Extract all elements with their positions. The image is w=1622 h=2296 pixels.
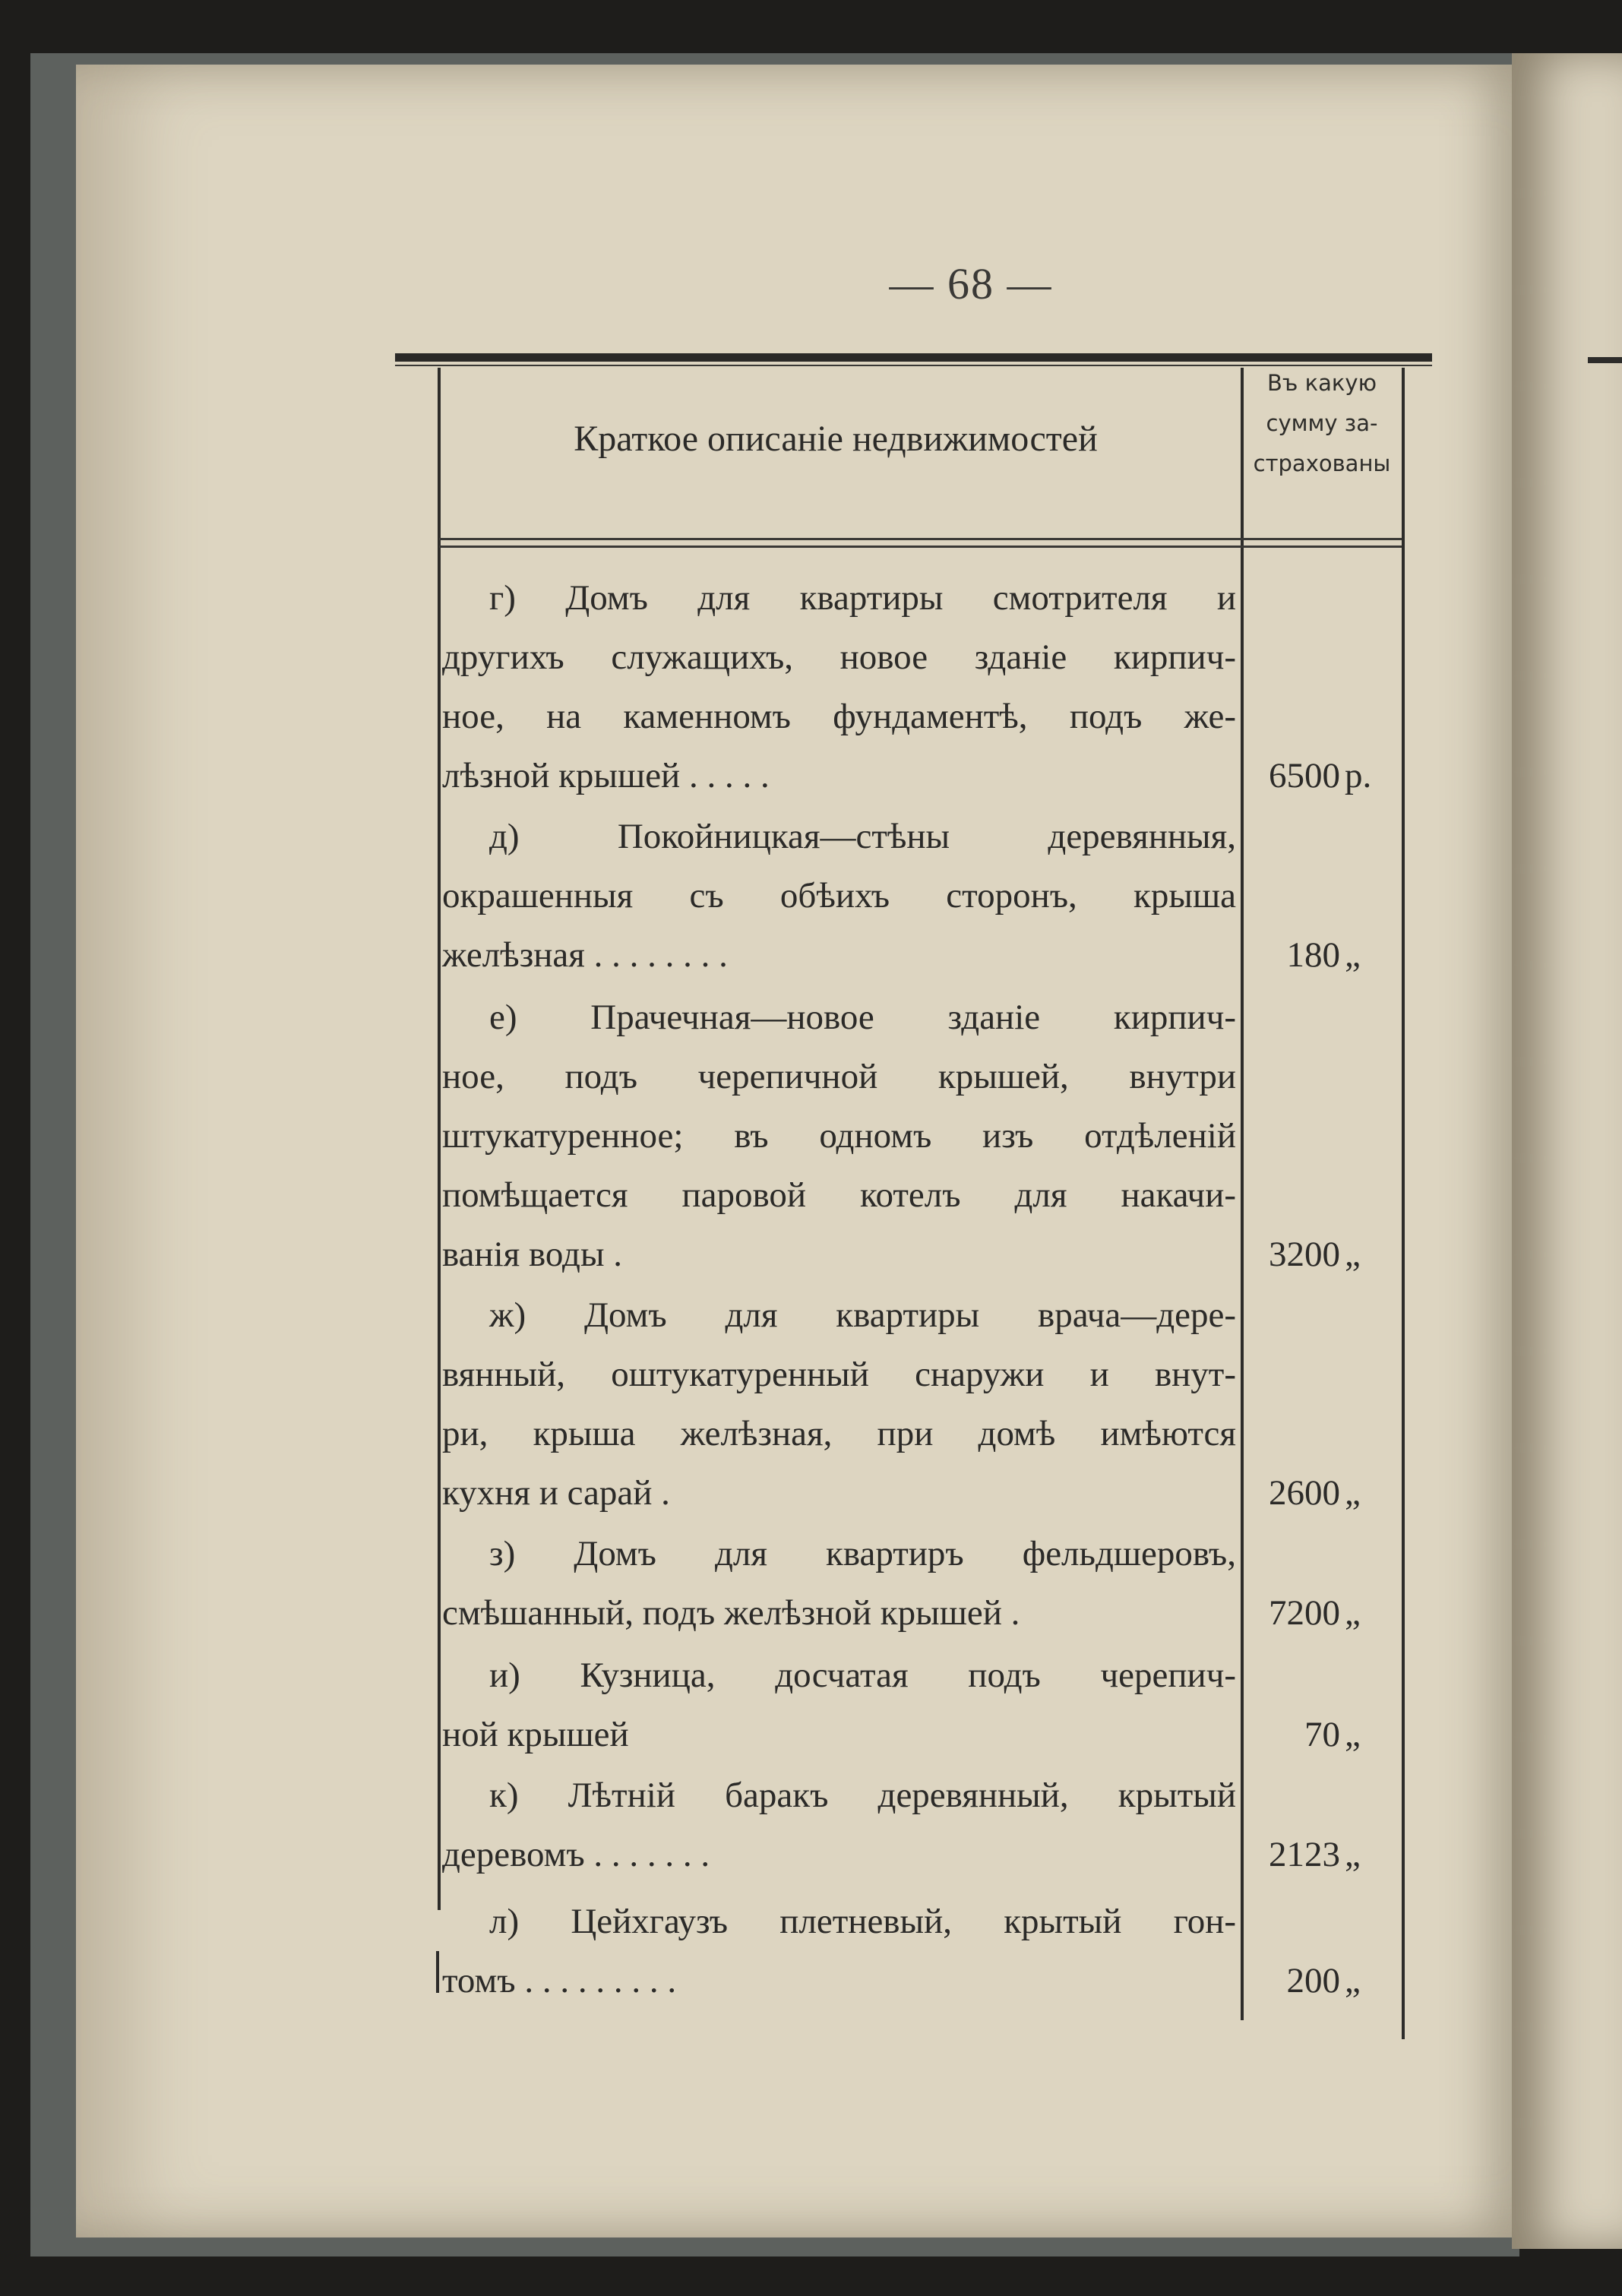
amount-unit: „ xyxy=(1345,1961,1361,2000)
table-left-border-lower xyxy=(436,1951,439,1993)
entry-line: ной крышей xyxy=(442,1715,629,1754)
amount-unit: „ xyxy=(1345,1835,1361,1874)
entry-amount xyxy=(1246,925,1383,985)
header-amount-line-1: Въ какую xyxy=(1267,370,1377,396)
entry-line: другихъ служащихъ, новое зданіе кирпич- xyxy=(442,637,1236,677)
table-left-border xyxy=(438,368,441,1910)
table-right-border xyxy=(1402,368,1405,2039)
entry-amount xyxy=(1246,1583,1383,1643)
entry-amount xyxy=(1246,746,1383,805)
entry-line: штукатуренное; въ одномъ изъ отдѣленій xyxy=(442,1116,1236,1156)
entry-line: кухня и сарай . xyxy=(442,1473,670,1513)
entry-line: лѣзной крышей . . . . . xyxy=(442,756,770,795)
amount-unit: „ xyxy=(1345,1235,1361,1274)
amount-value: 2600 xyxy=(1269,1473,1340,1513)
header-rule-2 xyxy=(439,546,1402,548)
table-row xyxy=(442,1646,1236,1764)
page-number: — 68 — xyxy=(889,259,1053,308)
entry-line: вянный, оштукатуренный снаружи и внут- xyxy=(442,1355,1236,1394)
table-column-divider xyxy=(1241,368,1244,2020)
table-row xyxy=(442,568,1236,805)
header-rule-1 xyxy=(439,538,1402,540)
table-row xyxy=(442,1892,1236,2010)
amount-value: 2123 xyxy=(1269,1835,1340,1874)
amount-value: 70 xyxy=(1304,1715,1340,1754)
amount-value: 3200 xyxy=(1269,1235,1340,1274)
entry-line: ное, на каменномъ фундаментѣ, подъ же- xyxy=(442,697,1236,736)
header-amount-line-2: сумму за- xyxy=(1266,410,1378,436)
entry-line: д) Покойницкая—стѣны деревянныя, xyxy=(489,817,1236,856)
amount-unit: „ xyxy=(1345,1715,1361,1754)
entry-amount xyxy=(1246,1951,1383,2010)
entry-line: ванія воды . xyxy=(442,1235,623,1274)
table-row xyxy=(442,1524,1236,1643)
entry-line: к) Лѣтній баракъ деревянный, крытый xyxy=(489,1776,1236,1815)
entry-line: ж) Домъ для квартиры врача—дере- xyxy=(489,1295,1236,1335)
entry-amount xyxy=(1246,1225,1383,1284)
entry-line: деревомъ . . . . . . . xyxy=(442,1835,710,1874)
header-amount-line-3: страхованы xyxy=(1253,451,1391,476)
table-row xyxy=(442,1286,1236,1523)
amount-value: 200 xyxy=(1286,1961,1340,2000)
table-top-rule xyxy=(395,353,1432,362)
entry-line: е) Прачечная—новое зданіе кирпич- xyxy=(489,998,1236,1037)
entry-line: и) Кузница, досчатая подъ черепич- xyxy=(489,1656,1236,1695)
amount-value: 180 xyxy=(1286,935,1340,975)
amount-unit: „ xyxy=(1345,935,1361,975)
header-description: Краткое описаніе недвижимостей xyxy=(574,419,1098,459)
entry-amount xyxy=(1246,1463,1383,1523)
amount-unit: „ xyxy=(1345,1593,1361,1633)
table-row xyxy=(442,807,1236,985)
entry-line: з) Домъ для квартиръ фельдшеровъ, xyxy=(489,1534,1236,1573)
entry-line: ри, крыша желѣзная, при домѣ имѣются xyxy=(442,1414,1236,1453)
entry-line: помѣщается паровой котелъ для накачи- xyxy=(442,1175,1236,1215)
entry-line: ное, подъ черепичной крышей, внутри xyxy=(442,1057,1236,1096)
facing-page-rule xyxy=(1588,357,1622,363)
entry-line: л) Цейхгаузъ плетневый, крытый гон- xyxy=(489,1902,1236,1941)
entry-line: желѣзная . . . . . . . . xyxy=(442,935,728,975)
entry-line: смѣшанный, подъ желѣзной крышей . xyxy=(442,1593,1020,1633)
entry-amount xyxy=(1246,1705,1383,1764)
amount-unit: р. xyxy=(1345,756,1372,795)
table-row xyxy=(442,1766,1236,1884)
amount-value: 7200 xyxy=(1269,1593,1340,1633)
entry-line: окрашенныя съ обѣихъ сторонъ, крыша xyxy=(442,876,1236,916)
entry-line: томъ . . . . . . . . . xyxy=(442,1961,677,2000)
header-amount xyxy=(1246,363,1398,484)
amount-unit: „ xyxy=(1345,1473,1361,1513)
entry-line: г) Домъ для квартиры смотрителя и xyxy=(489,578,1236,618)
entry-amount xyxy=(1246,1825,1383,1884)
amount-value: 6500 xyxy=(1269,756,1340,795)
facing-page-edge xyxy=(1512,53,1622,2249)
table-row xyxy=(442,988,1236,1284)
